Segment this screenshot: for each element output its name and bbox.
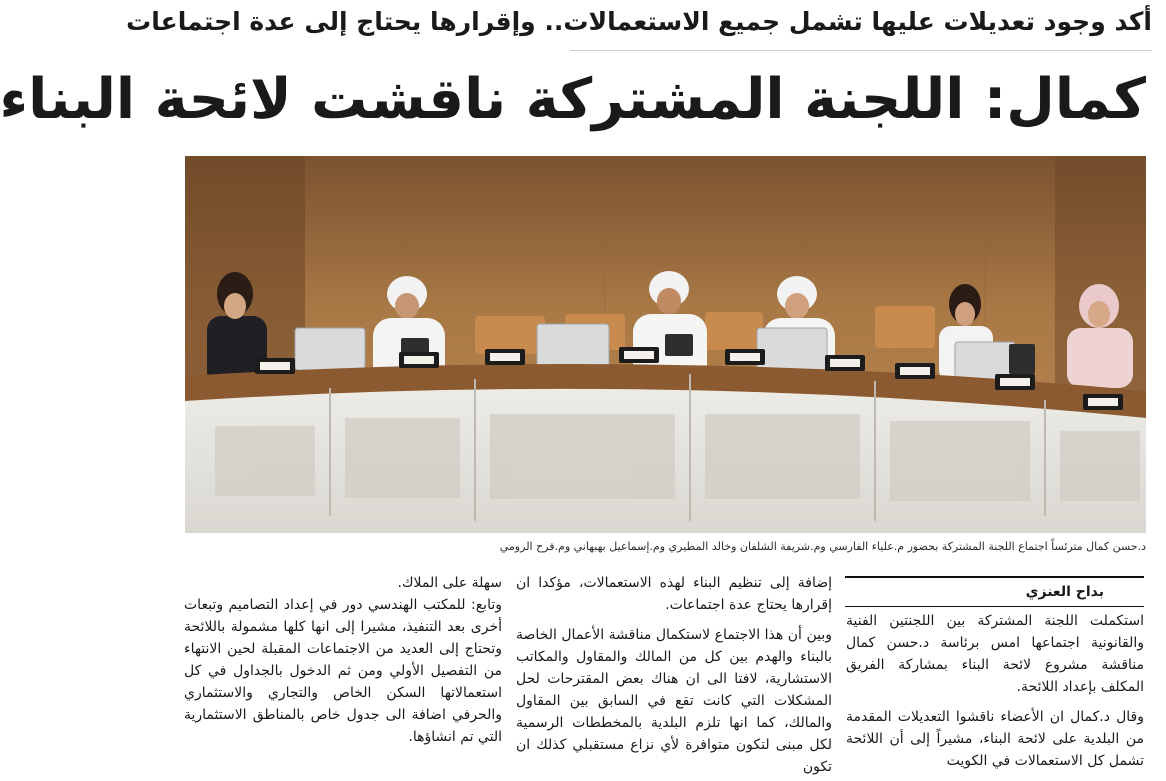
meeting-photo-illustration [185,156,1146,533]
column-left [184,572,502,748]
byline: بداح العنزي [1025,584,1104,600]
paragraph: سهلة على الملاك. [397,575,502,591]
paragraph: إضافة إلى تنظيم البناء لهذه الاستعمالات، مؤكدا ان إقرارها يحتاج عدة اجتماعات. [516,575,832,613]
kicker: أكد وجود تعديلات عليها تشمل جميع الاستعمالات.. وإقرارها يحتاج إلى عدة اجتماعات [126,7,1152,36]
column-middle [516,572,832,778]
paragraph: استكملت اللجنة المشتركة بين اللجنتين الفنية والقانونية اجتماعها امس برئاسة د.حسن كمال مناقشة مشروع لائحة البناء بمشاركة الفريق المكلف بإعداد اللائحة. [846,613,1144,695]
paragraph: وتابع: للمكتب الهندسي دور في إعداد التصاميم وتبعات أخرى بعد التنفيذ، مشيرا إلى انها كلها مشمولة باللائحة وتحتاج إلى العديد من الاجتماعات المقبلة لحين الانتهاء من التفصيل الأولي ومن ثم الدخول بالجداول في كل استعمالاتها السكن الخاص والتجاري والاستثماري والحرفي اضافة الى جدول خاص بالمناطق الاستثمارية التي تم انشاؤها. [184,597,502,745]
paragraph: وبين أن هذا الاجتماع لاستكمال مناقشة الأعمال الخاصة بالبناء والهدم بين كل من المالك والمقاول والمكاتب الاستشارية، لافتا الى ان هناك بعض المقترحات لحل المشكلات التي كانت تقع في السابق بين المقاول والمالك، كما انها تلزم البلدية بالمخططات الرسمية لكل مبنى لتكون متوافرة لأي نزاع مستقبلي كذلك ان تكون [516,627,832,775]
paragraph: وقال د.كمال ان الأعضاء ناقشوا التعديلات المقدمة من البلدية على لائحة البناء، مشيراً إلى أن اللائحة تشمل كل الاستعمالات في الكويت [846,709,1144,769]
meeting-photo [185,156,1146,533]
byline-box [845,576,1144,607]
photo-caption: د.حسن كمال مترئساً اجتماع اللجنة المشتركة بحضور م.علياء الفارسي وم.شريفة الشلفان وخالد المطيري وم.إسماعيل بهبهاني وم.فرح الرومي [499,540,1146,553]
kicker-divider [570,50,1152,51]
column-right [846,610,1144,772]
headline: كمال: اللجنة المشتركة ناقشت لائحة البناء [0,67,1146,132]
